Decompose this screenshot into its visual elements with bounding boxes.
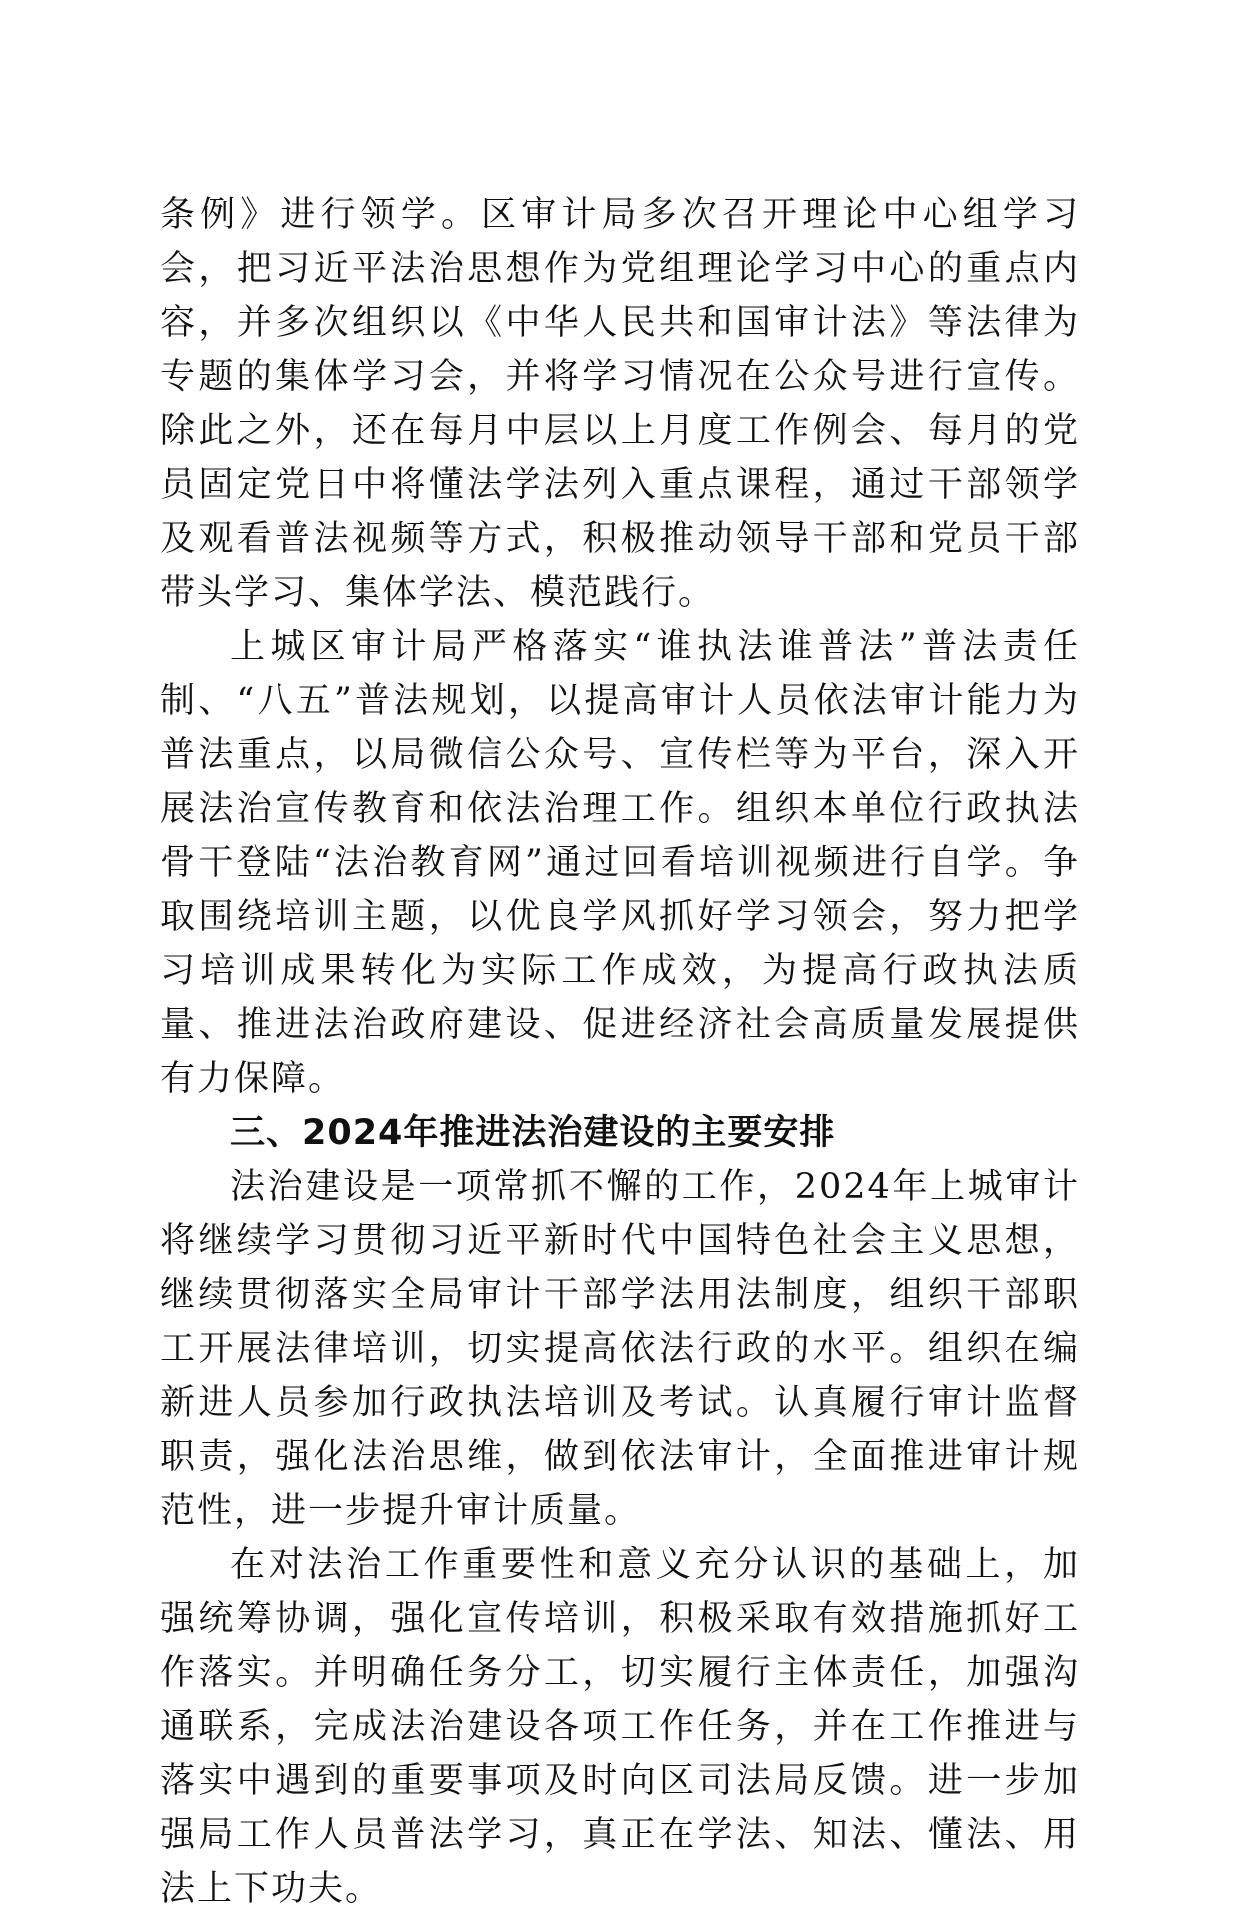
- paragraph-law-popularization: 上城区审计局严格落实“谁执法谁普法”普法责任制、“八五”普法规划，以提高审计人员依法审计能力为普法重点，以局微信公众号、宣传栏等为平台，深入开展法治宣传教育和依法治理工作。组织本单位行政执法骨干登陆“法治教育网”通过回看培训视频进行自学。争取围绕培训主题，以优良学风抓好学习领会，努力把学习培训成果转化为实际工作成效，为提高行政执法质量、推进法治政府建设、促进经济社会高质量发展提供有力保障。: [160, 627, 1080, 1099]
- paragraph-coordination-implementation: 在对法治工作重要性和意义充分认识的基础上，加强统筹协调，强化宣传培训，积极采取有效措施抓好工作落实。并明确任务分工，切实履行主体责任，加强沟通联系，完成法治建设各项工作任务，并在工作推进与落实中遇到的重要事项及时向区司法局反馈。进一步加强局工作人员普法学习，真正在学法、知法、懂法、用法上下功夫。: [160, 1545, 1080, 1909]
- paragraph-rule-of-law-construction: 法治建设是一项常抓不懈的工作，2024年上城审计将继续学习贯彻习近平新时代中国特色社会主义思想，继续贯彻落实全局审计干部学法用法制度，组织干部职工开展法律培训，切实提高依法行政的水平。组织在编新进人员参加行政执法培训及考试。认真履行审计监督职责，强化法治思维，做到依法审计，全面推进审计规范性，进一步提升审计质量。: [160, 1167, 1080, 1531]
- document-page: [160, 188, 1080, 1916]
- paragraph-study-regulations: 条例》进行领学。区审计局多次召开理论中心组学习会，把习近平法治思想作为党组理论学习中心的重点内容，并多次组织以《中华人民共和国审计法》等法律为专题的集体学习会，并将学习情况在公众号进行宣传。除此之外，还在每月中层以上月度工作例会、每月的党员固定党日中将懂法学法列入重点课程，通过干部领学及观看普法视频等方式，积极推动领导干部和党员干部带头学习、集体学法、模范践行。: [160, 195, 1080, 613]
- section-heading-2024-plan: 三、2024年推进法治建设的主要安排: [230, 1113, 836, 1153]
